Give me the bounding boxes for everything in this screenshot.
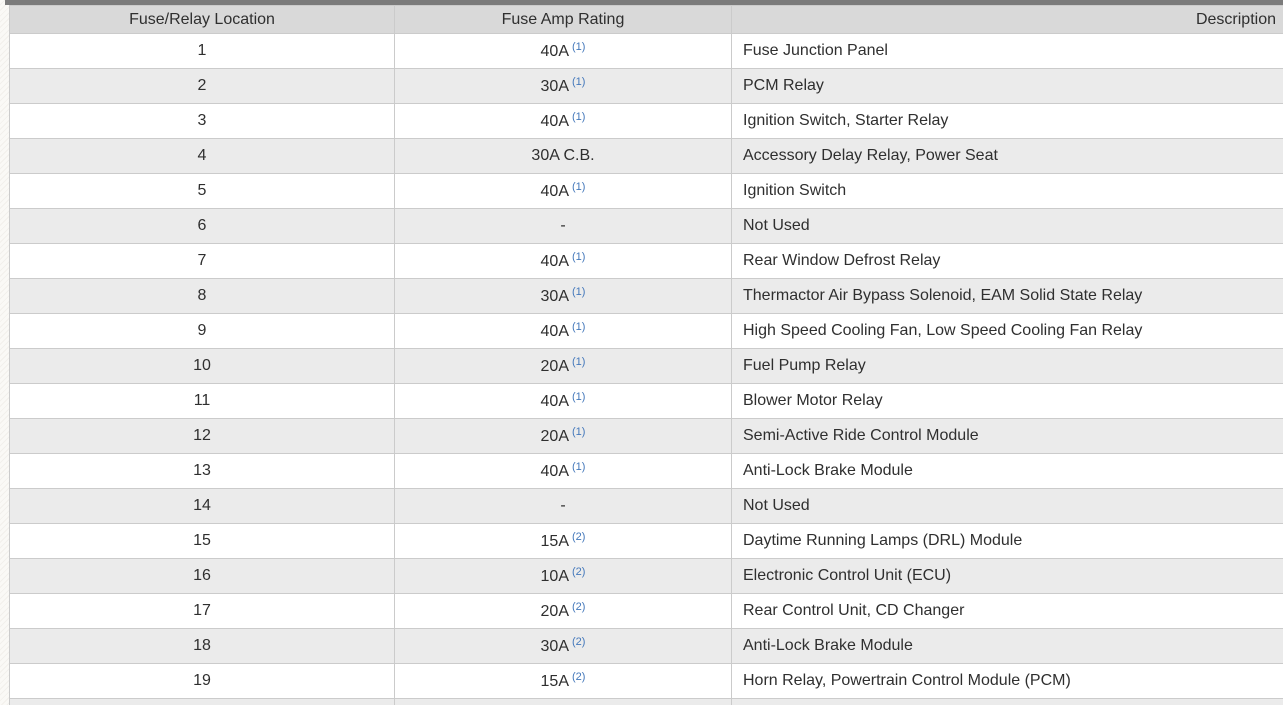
footnote-link[interactable]: (1) [572,356,586,368]
amp-rating-cell: 20A $^{(2)}$ [395,594,732,629]
fuse-location-cell: 8 [10,279,395,314]
amp-rating-cell: 30A $^{(1)}$ [395,279,732,314]
amp-rating-cell: 15A $^{(2)}$ [395,524,732,559]
description-cell: Semi-Active Ride Control Module [732,419,1283,454]
description-cell: Thermactor Air Bypass Solenoid, EAM Solid State Relay [732,279,1283,314]
table-row [10,664,1283,699]
column-header-fuse-amp-rating: Fuse Amp Rating [395,6,732,34]
amp-rating-cell: 40A $^{(1)}$ [395,384,732,419]
empty-cell [395,699,732,705]
footnote-link[interactable]: (1) [572,426,586,438]
amp-rating-cell: 40A $^{(1)}$ [395,244,732,279]
table-row [10,384,1283,419]
table-row [10,279,1283,314]
footnote-link[interactable]: (2) [572,566,586,578]
empty-cell [10,699,395,705]
description-cell: Electronic Control Unit (ECU) [732,559,1283,594]
description-cell: Accessory Delay Relay, Power Seat [732,139,1283,174]
table-row [10,419,1283,454]
amp-rating-cell: 40A $^{(1)}$ [395,454,732,489]
table-row [10,209,1283,244]
description-cell: Fuse Junction Panel [732,34,1283,69]
fuse-location-cell: 13 [10,454,395,489]
description-cell: Ignition Switch, Starter Relay [732,104,1283,139]
amp-rating-cell: - [395,209,732,244]
description-cell: High Speed Cooling Fan, Low Speed Cooling Fan Relay [732,314,1283,349]
fuse-location-cell: 2 [10,69,395,104]
fuse-location-cell: 16 [10,559,395,594]
fuse-location-cell: 12 [10,419,395,454]
footnote-link[interactable]: (2) [572,531,586,543]
description-cell: Rear Window Defrost Relay [732,244,1283,279]
footnote-link[interactable]: (2) [572,636,586,648]
fuse-location-cell: 11 [10,384,395,419]
fuse-location-cell: 19 [10,664,395,699]
table-row [10,314,1283,349]
fuse-location-cell: 17 [10,594,395,629]
table-row [10,594,1283,629]
fuse-location-cell: 5 [10,174,395,209]
table-row [10,104,1283,139]
table-row [10,629,1283,664]
table-row [10,524,1283,559]
amp-rating-cell: 20A $^{(1)}$ [395,419,732,454]
table-header-row [10,6,1283,34]
fuse-table-container [9,5,1283,705]
amp-rating-cell: 30A $^{(2)}$ [395,629,732,664]
footnote-link[interactable]: (1) [572,251,586,263]
description-cell: Rear Control Unit, CD Changer [732,594,1283,629]
description-cell: Daytime Running Lamps (DRL) Module [732,524,1283,559]
fuse-location-cell: 18 [10,629,395,664]
footnote-link[interactable]: (1) [572,41,586,53]
footnote-link[interactable]: (1) [572,181,586,193]
amp-rating-cell: 40A $^{(1)}$ [395,34,732,69]
footnote-link[interactable]: (1) [572,76,586,88]
description-cell: Anti-Lock Brake Module [732,454,1283,489]
description-cell: Horn Relay, Powertrain Control Module (PCM) [732,664,1283,699]
table-row [10,349,1283,384]
table-row [10,174,1283,209]
amp-rating-cell: 15A $^{(2)}$ [395,664,732,699]
fuse-location-cell: 4 [10,139,395,174]
table-row [10,244,1283,279]
footnote-link[interactable]: (1) [572,111,586,123]
description-cell: Anti-Lock Brake Module [732,629,1283,664]
description-cell: Not Used [732,489,1283,524]
table-row [10,69,1283,104]
table-row [10,559,1283,594]
fuse-location-cell: 1 [10,34,395,69]
amp-rating-cell: 40A $^{(1)}$ [395,314,732,349]
fuse-location-cell: 10 [10,349,395,384]
fuse-location-cell: 6 [10,209,395,244]
amp-rating-cell: 10A $^{(2)}$ [395,559,732,594]
table-row [10,34,1283,69]
footnote-link[interactable]: (1) [572,321,586,333]
amp-rating-cell: 40A $^{(1)}$ [395,174,732,209]
fuse-location-cell: 9 [10,314,395,349]
description-cell: Fuel Pump Relay [732,349,1283,384]
column-header-fuse-relay-location: Fuse/Relay Location [10,6,395,34]
description-cell: Blower Motor Relay [732,384,1283,419]
fuse-location-cell: 14 [10,489,395,524]
amp-rating-cell: - [395,489,732,524]
fuse-location-cell: 7 [10,244,395,279]
column-header-description: Description [732,6,1283,34]
fuse-table [9,5,1283,705]
table-row [10,454,1283,489]
table-row-partial [10,699,1283,705]
footnote-link[interactable]: (2) [572,671,586,683]
table-row [10,139,1283,174]
footnote-link[interactable]: (1) [572,461,586,473]
description-cell: Not Used [732,209,1283,244]
footnote-link[interactable]: (1) [572,391,586,403]
description-cell: Ignition Switch [732,174,1283,209]
fuse-location-cell: 3 [10,104,395,139]
empty-cell [732,699,1283,705]
footnote-link[interactable]: (2) [572,601,586,613]
amp-rating-cell: 20A $^{(1)}$ [395,349,732,384]
table-row [10,489,1283,524]
amp-rating-cell: 30A $^{(1)}$ [395,69,732,104]
fuse-location-cell: 15 [10,524,395,559]
footnote-link[interactable]: (1) [572,286,586,298]
amp-rating-cell: 30A C.B. [395,139,732,174]
amp-rating-cell: 40A $^{(1)}$ [395,104,732,139]
description-cell: PCM Relay [732,69,1283,104]
page-background-strip [0,0,9,705]
